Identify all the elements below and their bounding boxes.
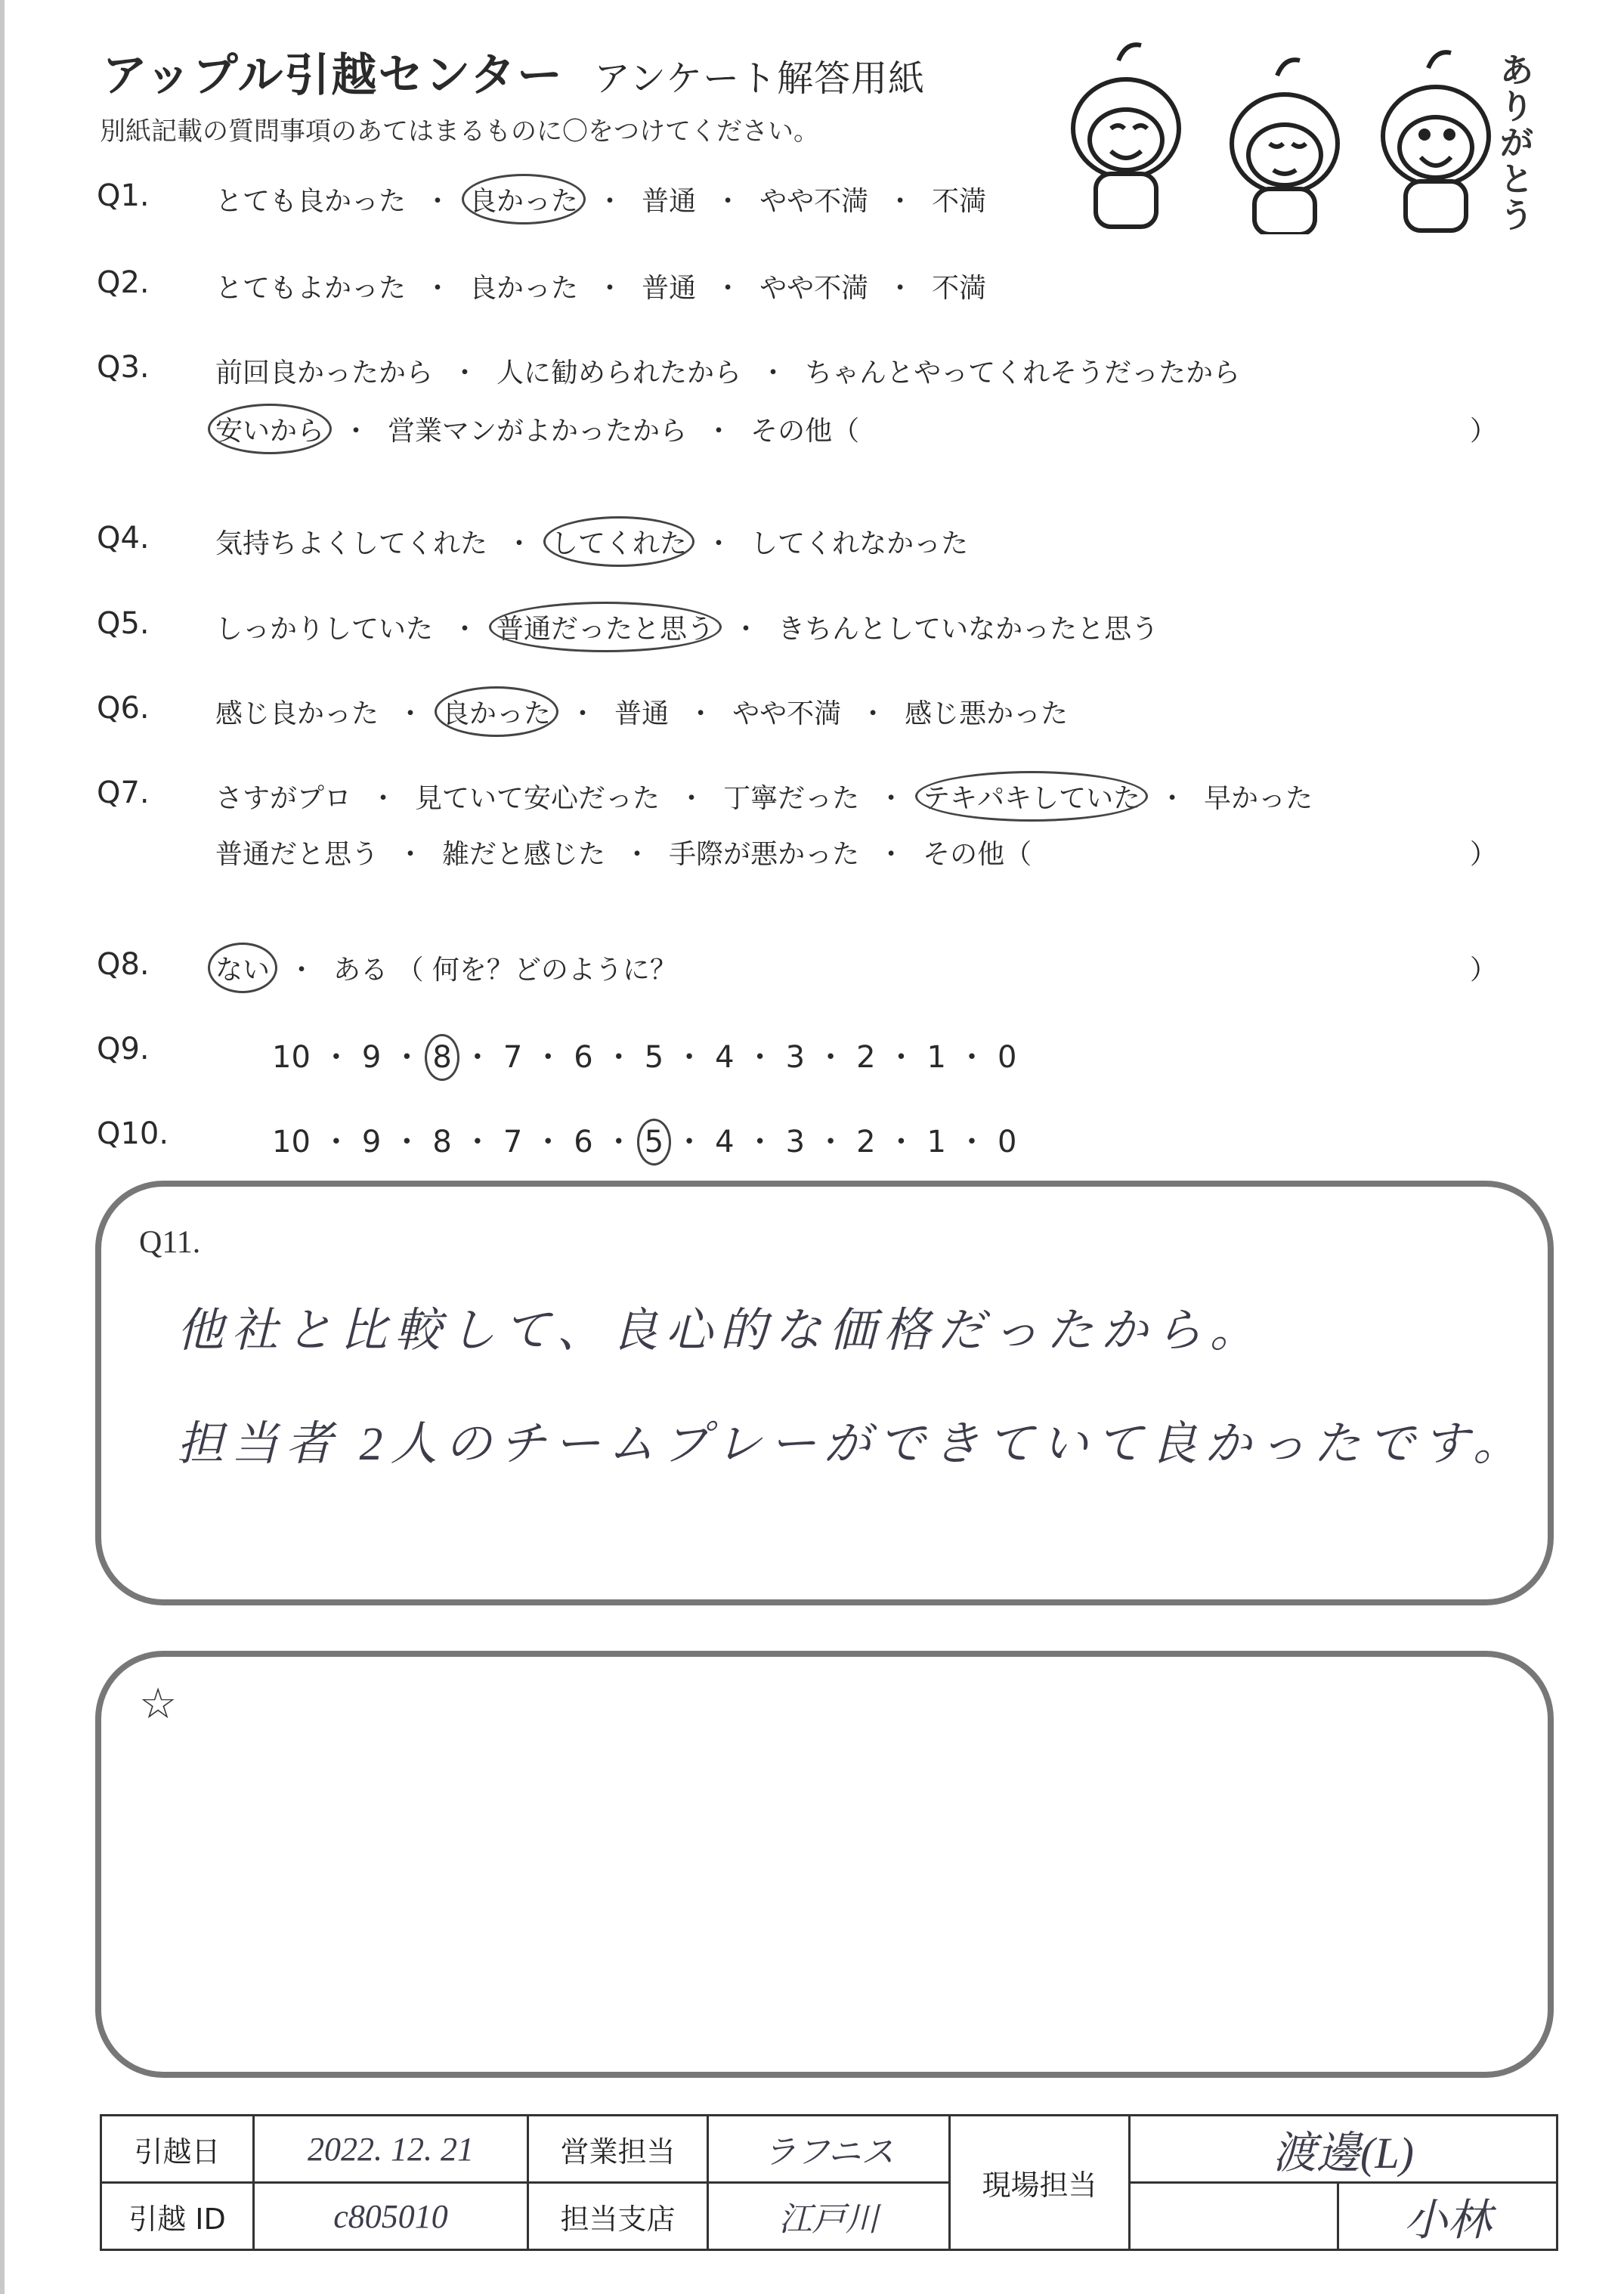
option[interactable]: 10	[272, 1040, 311, 1075]
option[interactable]: 0	[997, 1040, 1017, 1075]
separator: ・	[397, 698, 425, 729]
paren-close: ）	[1470, 839, 1498, 870]
option[interactable]: 7	[503, 1125, 523, 1159]
q11-answer-line-2: 担当者 2人のチームプレーができていて良かったです。	[177, 1419, 1528, 1470]
option[interactable]: 7	[503, 1040, 523, 1075]
question-label: Q3.	[97, 350, 150, 385]
separator: ・	[342, 416, 370, 447]
separator: ・	[714, 186, 742, 217]
separator: ・	[391, 1040, 422, 1075]
separator: ・	[674, 1040, 705, 1075]
option[interactable]: してくれなかった	[750, 528, 969, 559]
option[interactable]: 普通	[642, 186, 697, 217]
option[interactable]: 気持ちよくしてくれた	[215, 528, 488, 559]
move-id-label: 引越 ID	[101, 2183, 254, 2250]
option[interactable]: 2	[856, 1125, 876, 1159]
company-name: アップル引越センター	[102, 49, 564, 102]
site-staff-value-1[interactable]: 渡邊(L)	[1130, 2116, 1557, 2183]
option[interactable]: 10	[272, 1125, 311, 1159]
move-id-value[interactable]: c805010	[254, 2183, 528, 2250]
separator: ・	[462, 1125, 493, 1159]
option[interactable]: きちんとしていなかったと思う	[778, 614, 1159, 645]
q11-comment-box[interactable]	[95, 1181, 1554, 1605]
option-selected[interactable]: 8	[432, 1040, 452, 1075]
separator: ・	[320, 1125, 351, 1159]
question-label: Q5.	[97, 606, 150, 641]
site-staff-label: 現場担当	[950, 2116, 1130, 2250]
option[interactable]: 人に勧められたから	[496, 358, 742, 389]
option-row	[215, 180, 986, 218]
option-row	[215, 267, 986, 305]
option[interactable]: 1	[926, 1125, 946, 1159]
separator: ・	[815, 1125, 846, 1159]
separator: ・	[451, 614, 479, 645]
option-row	[215, 692, 1068, 731]
branch-label: 担当支店	[528, 2183, 708, 2250]
question-label: Q6.	[97, 691, 150, 726]
option-selected[interactable]: ない	[215, 949, 270, 987]
option[interactable]: 不満	[932, 273, 987, 304]
option[interactable]: さすがプロ	[215, 783, 352, 814]
option-row	[272, 1033, 1016, 1076]
separator: ・	[288, 955, 316, 986]
option[interactable]: 不満	[932, 186, 987, 217]
separator: ・	[956, 1125, 987, 1159]
question-label: Q7.	[97, 776, 150, 810]
site-staff-value-2[interactable]: 小林	[1338, 2183, 1557, 2250]
instruction-text: 別紙記載の質問事項のあてはまるものに〇をつけてください。	[100, 116, 819, 147]
scan-edge	[0, 0, 5, 2294]
separator: ・	[886, 1125, 917, 1159]
q11-label: Q11.	[139, 1225, 201, 1260]
option[interactable]: 6	[574, 1040, 593, 1075]
separator: ・	[815, 1040, 846, 1075]
option[interactable]: 前回良かったから	[215, 358, 434, 389]
separator: ・	[877, 783, 905, 814]
separator: ・	[462, 1040, 493, 1075]
option-row	[215, 351, 1240, 390]
move-date-value[interactable]: 2022. 12. 21	[254, 2116, 528, 2183]
star-comment-box[interactable]	[95, 1651, 1554, 2078]
separator: ・	[678, 783, 706, 814]
separator: ・	[956, 1040, 987, 1075]
separator: ・	[859, 698, 887, 729]
question-label: Q10.	[97, 1116, 169, 1151]
option[interactable]: 0	[997, 1125, 1017, 1159]
separator: ・	[370, 783, 397, 814]
separator: ・	[506, 528, 534, 559]
option[interactable]: 5	[644, 1040, 664, 1075]
separator: ・	[714, 273, 742, 304]
option[interactable]: 丁寧だった	[723, 783, 860, 814]
option[interactable]: 8	[432, 1125, 452, 1159]
option[interactable]: 6	[574, 1125, 593, 1159]
form-header	[102, 39, 925, 104]
option[interactable]: 雑だと感じた	[442, 839, 606, 870]
option[interactable]: 感じ悪かった	[905, 698, 1069, 729]
option-row	[215, 949, 677, 987]
separator: ・	[744, 1125, 775, 1159]
option-selected[interactable]: 良かった	[442, 692, 551, 731]
footer-table	[100, 2114, 1558, 2251]
separator: ・	[451, 358, 479, 389]
option-selected[interactable]: 5	[644, 1125, 664, 1159]
option[interactable]: 良かった	[469, 273, 579, 304]
move-date-label: 引越日	[101, 2116, 254, 2183]
separator: ・	[569, 698, 597, 729]
site-staff-empty	[1130, 2183, 1338, 2250]
separator: ・	[596, 186, 624, 217]
option[interactable]: 普通だと思う	[215, 839, 379, 870]
separator: ・	[732, 614, 760, 645]
separator: ・	[533, 1125, 564, 1159]
option[interactable]: 4	[715, 1040, 735, 1075]
option[interactable]: やや不満	[759, 186, 869, 217]
sales-label: 営業担当	[528, 2116, 708, 2183]
option[interactable]: やや不満	[759, 273, 869, 304]
option-row	[215, 608, 1158, 646]
option[interactable]: 見ていて安心だった	[415, 783, 660, 814]
mascot-illustration	[1028, 38, 1496, 237]
option[interactable]: 普通	[642, 273, 697, 304]
separator: ・	[759, 358, 787, 389]
option-row	[215, 833, 1032, 871]
separator: ・	[705, 416, 733, 447]
option[interactable]: 普通	[614, 698, 670, 729]
option[interactable]: やや不満	[732, 698, 842, 729]
option[interactable]: 9	[361, 1040, 382, 1075]
separator: ・	[397, 839, 425, 870]
paren-close: ）	[1470, 416, 1498, 447]
option[interactable]: 9	[361, 1125, 382, 1159]
separator: ・	[623, 839, 651, 870]
option[interactable]: 3	[785, 1125, 806, 1159]
branch-value[interactable]: 江戸川	[708, 2183, 950, 2250]
separator: ・	[320, 1040, 351, 1075]
separator: ・	[886, 273, 914, 304]
option[interactable]: ある （ 何を？どのように？	[333, 955, 677, 986]
option-selected[interactable]: 普通だったと思う	[496, 608, 714, 646]
option[interactable]: 4	[715, 1125, 735, 1159]
separator: ・	[886, 1040, 917, 1075]
star-icon: ☆	[139, 1681, 178, 1728]
separator: ・	[596, 273, 624, 304]
option[interactable]: 3	[785, 1040, 806, 1075]
separator: ・	[886, 186, 914, 217]
option-row	[215, 522, 968, 561]
separator: ・	[391, 1125, 422, 1159]
separator: ・	[877, 839, 905, 870]
separator: ・	[533, 1040, 564, 1075]
sales-value[interactable]: ラフニス	[708, 2116, 950, 2183]
option-row	[215, 410, 859, 448]
option[interactable]: 感じ良かった	[215, 698, 379, 729]
option-row	[272, 1118, 1016, 1161]
option[interactable]: 手際が悪かった	[669, 839, 860, 870]
separator: ・	[603, 1125, 634, 1159]
option[interactable]: 早かった	[1204, 783, 1313, 814]
q11-answer-line-1: 他社と比較して、良心的な価格だったから。	[177, 1305, 1264, 1357]
separator: ・	[424, 273, 452, 304]
option-row	[215, 777, 1313, 816]
separator: ・	[603, 1040, 634, 1075]
question-label: Q1.	[97, 178, 150, 213]
separator: ・	[705, 528, 733, 559]
separator: ・	[424, 186, 452, 217]
option-selected[interactable]: してくれた	[551, 522, 687, 561]
option[interactable]: 1	[926, 1040, 946, 1075]
separator: ・	[744, 1040, 775, 1075]
option-selected[interactable]: 安いから	[215, 410, 324, 448]
option[interactable]: しっかりしていた	[215, 614, 434, 645]
option[interactable]: 営業マンがよかったから	[388, 416, 688, 447]
option[interactable]: その他（	[923, 839, 1032, 870]
paren-close: ）	[1470, 955, 1498, 986]
separator: ・	[674, 1125, 705, 1159]
separator: ・	[1158, 783, 1186, 814]
option[interactable]: 2	[856, 1040, 876, 1075]
option-selected[interactable]: テキパキしていた	[923, 777, 1140, 816]
form-title: アンケート解答用紙	[594, 57, 926, 100]
option[interactable]: ちゃんとやってくれそうだったから	[805, 358, 1241, 389]
separator: ・	[687, 698, 715, 729]
option-selected[interactable]: 良かった	[469, 180, 578, 218]
option[interactable]: とても良かった	[215, 186, 407, 217]
question-label: Q9.	[97, 1032, 150, 1067]
option[interactable]: とてもよかった	[215, 273, 407, 304]
question-label: Q8.	[97, 947, 150, 982]
question-label: Q4.	[97, 521, 150, 556]
question-label: Q2.	[97, 265, 150, 300]
mascot-thanks-text: ありがとう	[1500, 51, 1533, 235]
monkey-mascots-icon	[1028, 38, 1496, 234]
option[interactable]: その他（	[750, 416, 860, 447]
